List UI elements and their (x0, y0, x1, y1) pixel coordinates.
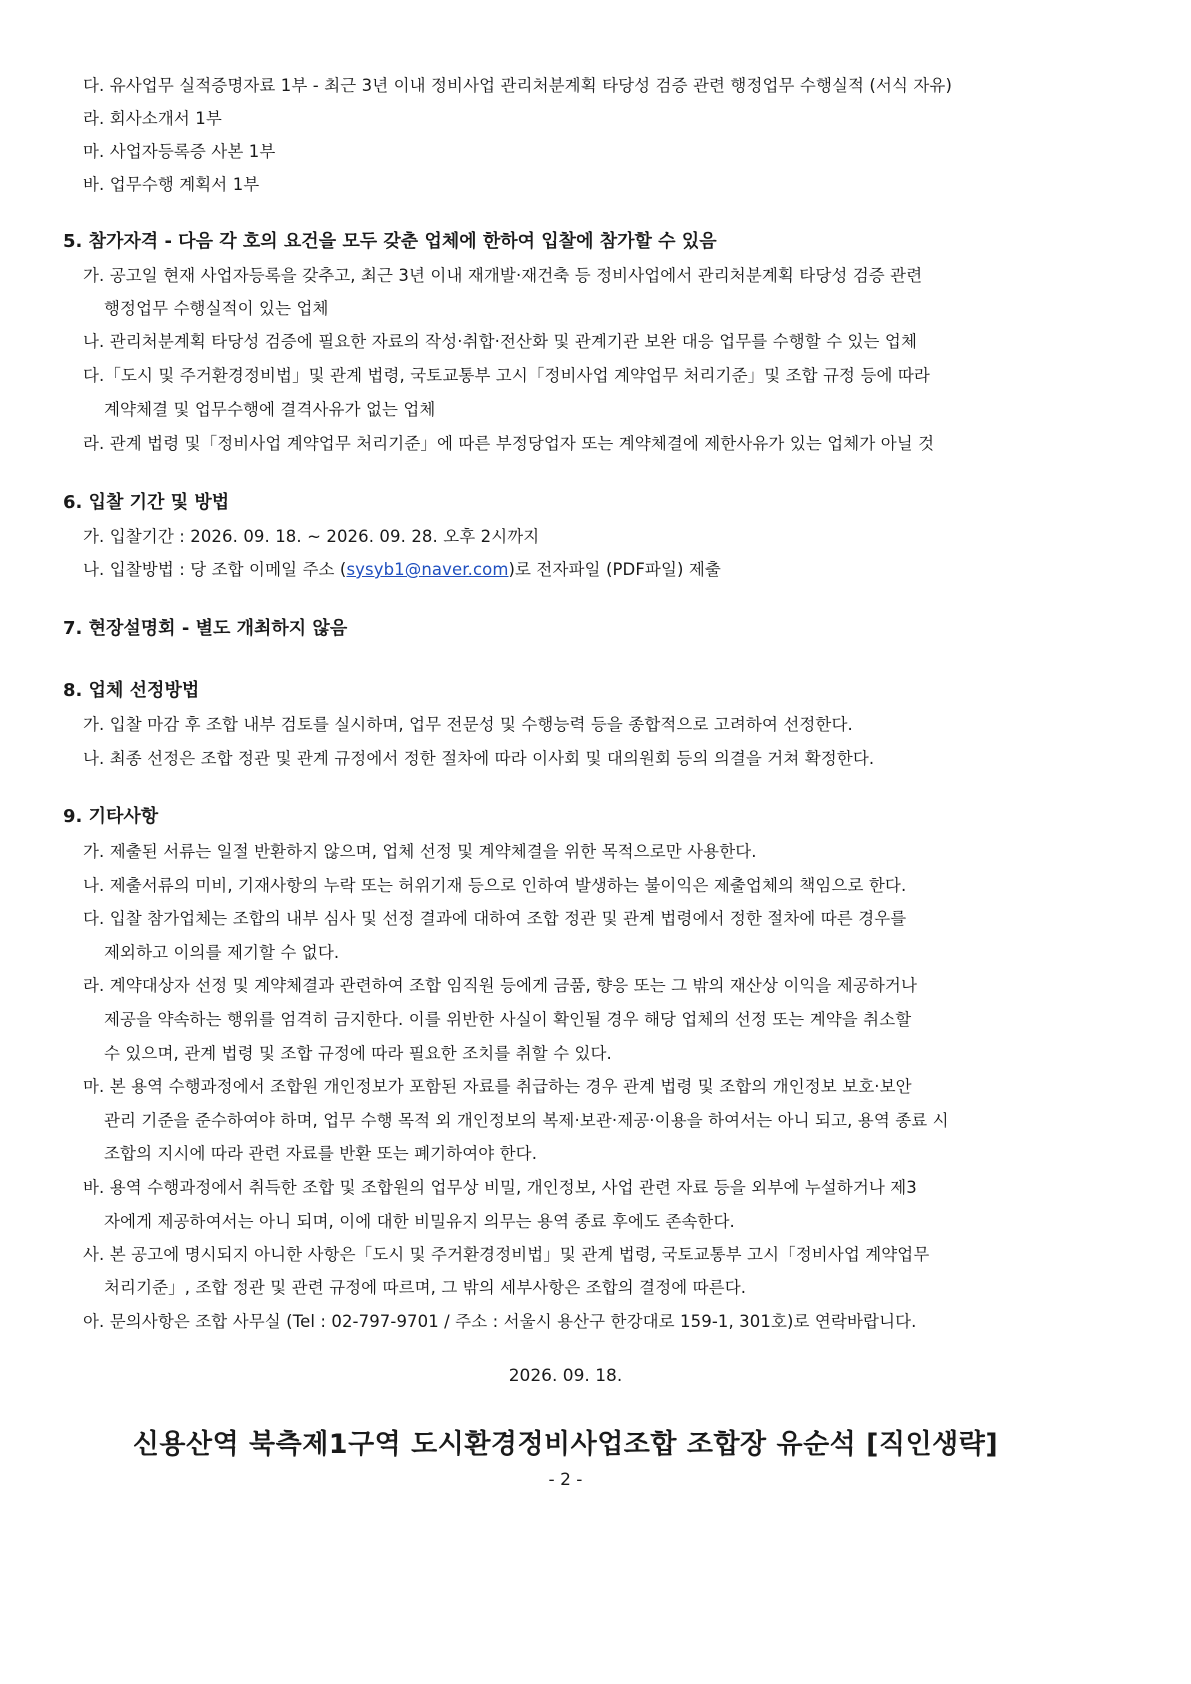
section-6-heading: 6. 입찰 기간 및 방법 (63, 492, 230, 513)
item-da-performance-proof: 다. 유사업무 실적증명자료 1부 - 최근 3년 이내 정비사업 관리처분계획 타당성 검증 관련 행정업무 수행실적 (서식 자유) (83, 76, 952, 95)
s9-item-ma-line1: 마. 본 용역 수행과정에서 조합원 개인정보가 포함된 자료를 취급하는 경우 관계 법령 및 조합의 개인정보 보호·보안 (83, 1077, 912, 1096)
s9-item-ra-line1: 라. 계약대상자 선정 및 계약체결과 관련하여 조합 임직원 등에게 금품, 향응 또는 그 밖의 재산상 이익을 제공하거나 (83, 976, 918, 995)
s8-item-na: 나. 최종 선정은 조합 정관 및 관계 규정에서 정한 절차에 따라 이사회 및 대의원회 등의 의결을 거쳐 확정한다. (83, 749, 875, 768)
s9-item-sa-line2: 처리기준」, 조합 정관 및 관련 규정에 따르며, 그 밖의 세부사항은 조합의 결정에 따른다. (104, 1278, 747, 1297)
section-7-heading: 7. 현장설명회 - 별도 개최하지 않음 (63, 618, 348, 639)
page-number: - 2 - (548, 1470, 583, 1490)
s5-item-da-line2: 계약체결 및 업무수행에 결격사유가 없는 업체 (104, 400, 436, 419)
s9-item-ba-line2: 자에게 제공하여서는 아니 되며, 이에 대한 비밀유지 의무는 용역 종료 후에도 존속한다. (104, 1212, 735, 1231)
s9-item-da-line1: 다. 입찰 참가업체는 조합의 내부 심사 및 선정 결과에 대하여 조합 정관 및 관계 법령에서 정한 절차에 따른 경우를 (83, 909, 907, 928)
s5-item-ga-line1: 가. 공고일 현재 사업자등록을 갖추고, 최근 3년 이내 재개발·재건축 등 정비사업에서 관리처분계획 타당성 검증 관련 (83, 266, 923, 285)
s9-item-ma-line3: 조합의 지시에 따라 관련 자료를 반환 또는 폐기하여야 한다. (104, 1144, 538, 1163)
s5-item-na: 나. 관리처분계획 타당성 검증에 필요한 자료의 작성·취합·전산화 및 관계기관 보완 대응 업무를 수행할 수 있는 업체 (83, 332, 918, 351)
item-ma-business-registration: 마. 사업자등록증 사본 1부 (83, 142, 276, 161)
s5-item-ra: 라. 관계 법령 및「정비사업 계약업무 처리기준」에 따른 부정당업자 또는 계약체결에 제한사유가 있는 업체가 아닐 것 (83, 434, 935, 453)
section-9-heading: 9. 기타사항 (63, 806, 159, 827)
s9-item-ra-line2: 제공을 약속하는 행위를 엄격히 금지한다. 이를 위반한 사실이 확인될 경우 해당 업체의 선정 또는 계약을 취소할 (104, 1010, 912, 1029)
item-ba-work-plan: 바. 업무수행 계획서 1부 (83, 175, 260, 194)
s6-method-suffix: )로 전자파일 (PDF파일) 제출 (508, 560, 721, 579)
s9-item-da-line2: 제외하고 이의를 제기할 수 없다. (104, 943, 340, 962)
s8-item-ga: 가. 입찰 마감 후 조합 내부 검토를 실시하며, 업무 전문성 및 수행능력 등을 종합적으로 고려하여 선정한다. (83, 715, 853, 734)
s9-item-sa-line1: 사. 본 공고에 명시되지 아니한 사항은「도시 및 주거환경정비법」및 관계 법령, 국토교통부 고시「정비사업 계약업무 (83, 1245, 930, 1264)
notice-date: 2026. 09. 18. (508, 1366, 623, 1386)
section-8-heading: 8. 업체 선정방법 (63, 680, 200, 701)
item-ra-company-intro: 라. 회사소개서 1부 (83, 109, 222, 128)
s9-item-ba-line1: 바. 용역 수행과정에서 취득한 조합 및 조합원의 업무상 비밀, 개인정보, 사업 관련 자료 등을 외부에 누설하거나 제3 (83, 1178, 917, 1197)
email-link[interactable]: sysyb1@naver.com (346, 560, 509, 579)
s6-item-na-method (83, 556, 721, 580)
s9-item-a-contact: 아. 문의사항은 조합 사무실 (Tel : 02-797-9701 / 주소 : 서울시 용산구 한강대로 159-1, 301호)로 연락바랍니다. (83, 1312, 917, 1331)
s9-item-ra-line3: 수 있으며, 관계 법령 및 조합 규정에 따라 필요한 조치를 취할 수 있다. (104, 1044, 612, 1063)
signature-line: 신용산역 북측제1구역 도시환경정비사업조합 조합장 유순석 [직인생략] (132, 1429, 999, 1460)
s5-item-da-line1: 다.「도시 및 주거환경정비법」및 관계 법령, 국토교통부 고시「정비사업 계약업무 처리기준」및 조합 규정 등에 따라 (83, 366, 930, 385)
section-5-heading: 5. 참가자격 - 다음 각 호의 요건을 모두 갖춘 업체에 한하여 입찰에 참가할 수 있음 (63, 231, 717, 252)
s6-method-prefix: 나. 입찰방법 : 당 조합 이메일 주소 ( (83, 560, 347, 579)
s9-item-ma-line2: 관리 기준을 준수하여야 하며, 업무 수행 목적 외 개인정보의 복제·보관·제공·이용을 하여서는 아니 되고, 용역 종료 시 (104, 1111, 949, 1130)
s9-item-ga: 가. 제출된 서류는 일절 반환하지 않으며, 업체 선정 및 계약체결을 위한 목적으로만 사용한다. (83, 842, 757, 861)
s9-item-na: 나. 제출서류의 미비, 기재사항의 누락 또는 허위기재 등으로 인하여 발생하는 불이익은 제출업체의 책임으로 한다. (83, 876, 907, 895)
s6-item-ga-period: 가. 입찰기간 : 2026. 09. 18. ~ 2026. 09. 28. 오후 2시까지 (83, 527, 540, 546)
s5-item-ga-line2: 행정업무 수행실적이 있는 업체 (104, 299, 329, 318)
